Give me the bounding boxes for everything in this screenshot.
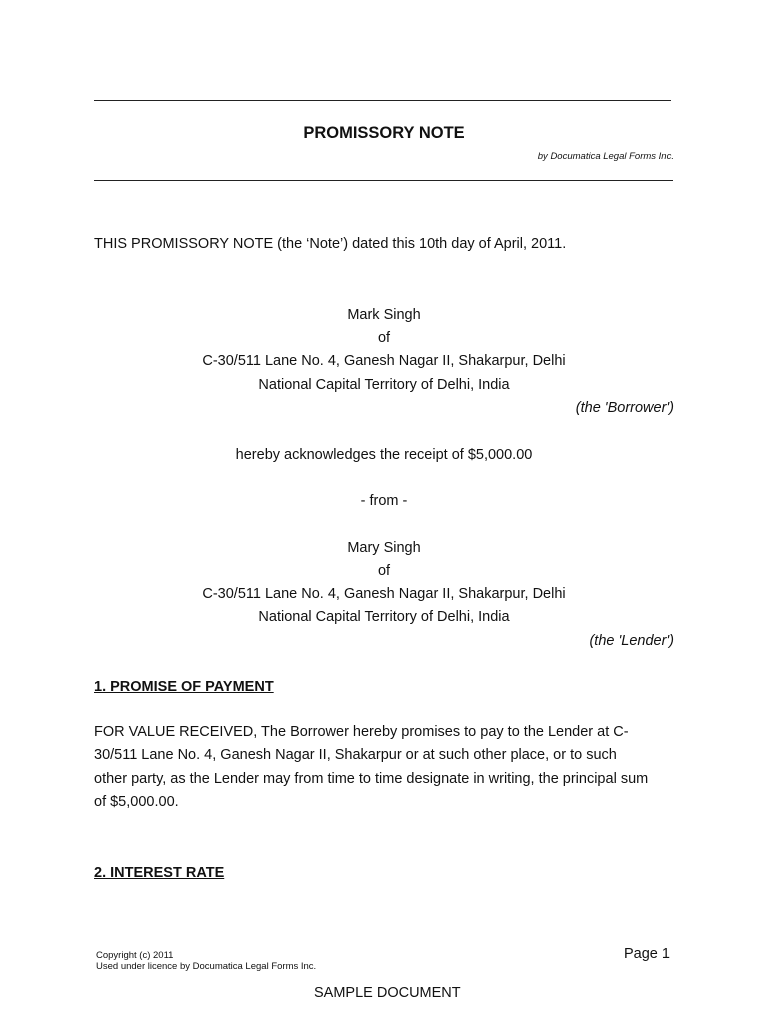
top-rule [94,100,671,101]
licence-line: Used under licence by Documatica Legal Forms Inc. [96,960,317,972]
header-bottom-rule [94,180,673,181]
borrower-role: (the 'Borrower') [575,400,674,416]
section-heading-promise-of-payment: 1. PROMISE OF PAYMENT [94,679,274,695]
section-body-promise-of-payment [94,721,656,815]
lender-role: (the 'Lender') [589,633,674,649]
lender-name: Mary Singh [347,540,421,556]
lender-address-line1: C-30/511 Lane No. 4, Ganesh Nagar II, Shakarpur, Delhi [202,586,566,602]
copyright-line: Copyright (c) 2011 [96,950,174,961]
paragraph-line: of $5,000.00. [94,794,179,811]
paragraph-line: 30/511 Lane No. 4, Ganesh Nagar II, Shakarpur or at such other place, or to such [94,747,617,764]
page-number: Page 1 [624,946,670,962]
lender-address-line2: National Capital Territory of Delhi, India [258,609,510,625]
borrower-address-line1: C-30/511 Lane No. 4, Ganesh Nagar II, Shakarpur, Delhi [202,353,566,369]
borrower-address-line2: National Capital Territory of Delhi, India [258,377,510,393]
from-separator: - from - [360,493,408,509]
borrower-of: of [377,330,391,346]
lender-of: of [377,563,391,579]
footer-copyright [96,951,316,972]
section-heading-interest-rate: 2. INTEREST RATE [94,865,225,881]
sample-document-label: SAMPLE DOCUMENT [314,985,461,1001]
borrower-name: Mark Singh [347,307,421,323]
acknowledgment: hereby acknowledges the receipt of $5,000.00 [235,447,533,463]
paragraph-line: other party, as the Lender may from time to time designate in writing, the principal sum [94,770,649,787]
intro-sentence: THIS PROMISSORY NOTE (the ‘Note’) dated this 10th day of April, 2011. [94,236,567,252]
byline: by Documatica Legal Forms Inc. [537,151,674,162]
paragraph-line: FOR VALUE RECEIVED, The Borrower hereby promises to pay to the Lender at C- [94,724,629,740]
document-title: PROMISSORY NOTE [303,124,465,142]
